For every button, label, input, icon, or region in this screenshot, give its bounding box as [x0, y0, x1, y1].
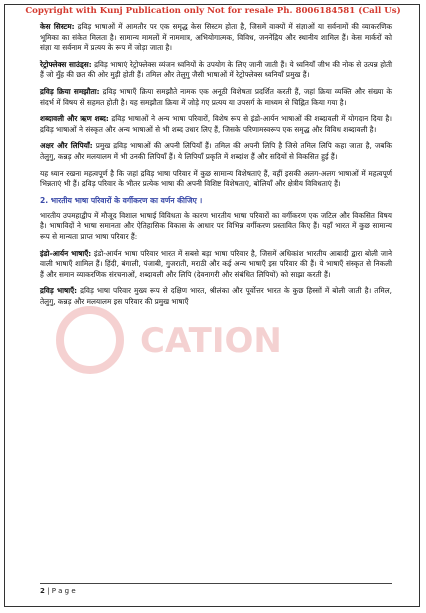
- paragraph-vocabulary: [40, 114, 392, 135]
- term-label: अक्षर और लिपियाँ:: [40, 141, 93, 151]
- term-label: रेट्रोफ्लेक्स साउंड्स:: [40, 59, 92, 69]
- page-content: [40, 22, 392, 313]
- paragraph-case-system: [40, 22, 392, 54]
- paragraph-verb-agreement: [40, 87, 392, 108]
- paragraph-note: [40, 169, 392, 190]
- copyright-header: Copyright with Kunj Publication only Not for resale Ph. 8006184581 (Call Us): [25, 6, 401, 16]
- paragraph-text: इंडो-आर्यन भाषा परिवार भारत में सबसे बड़ा भाषा परिवार है, जिसमें अधिकांश भारतीय आबादी द्वारा बोली जाने वाली भाषाएँ शामिल हैं। हिंदी, बंगाली, पंजाबी, गुजराती, मराठी और कई अन्य भाषाएँ इस परिवार की हैं। ये भाषाएँ संस्कृत से निकली हैं और समान व्याकरणिक संरचनाओं, शब्दावली और लिपि (देवनागरी और संबंधित लिपियों) को साझा करती हैं।: [40, 248, 393, 279]
- term-label: शब्दावली और ऋण शब्द:: [40, 114, 109, 124]
- paragraph-text: भारतीय उपमहाद्वीप में मौजूद विशाल भाषाई विविधता के कारण भारतीय भाषा परिवारों का वर्गीकरण एक जटिल और विकसित विषय है। भाषाविदों ने भाषा समानता और ऐतिहासिक विकास के आधार पर विभिन्न वर्गीकरण प्रस्तावित किए हैं। यहाँ भारत में कुछ सामान्य रूप से मान्यता प्राप्त भाषा परिवार हैं:: [40, 210, 392, 241]
- paragraph-text: द्रविड़ भाषाओं में आमतौर पर एक समृद्ध केस सिस्टम होता है, जिसमें वाक्यों में संज्ञाओं या सर्वनामों की व्याकरणिक भूमिका का संकेत मिलता है। सामान्य मामलों में नाममात्र, अभियोगात्मक, विविध, जननेंद्रिय और स्थानीय शामिल हैं। केस मार्करों को संज्ञा या सर्वनाम में प्रत्यय के रूप में जोड़ा जाता है।: [40, 22, 393, 53]
- paragraph-dravidian: [40, 286, 392, 307]
- paragraph-text: द्रविड़ भाषाएं रेट्रोफ्लेक्स व्यंजन ध्वनियों के उपयोग के लिए जानी जाती हैं। ये ध्वनियाँ जीभ की नोक से उत्पन्न होती हैं जो मुँह की छत की ओर मुड़ी होती हैं। तमिल और तेलुगु जैसी भाषाओं में रेट्रोफ्लेक्स ध्वनियाँ प्रमुख हैं।: [40, 59, 393, 80]
- term-label: केस सिस्टम:: [40, 22, 75, 31]
- paragraph-text: यह ध्यान रखना महत्वपूर्ण है कि जहां द्रविड़ भाषा परिवार में कुछ सामान्य विशेषताएं हैं, वहीं इसकी अलग-अलग भाषाओं में महत्वपूर्ण भिन्नताएं भी हैं। द्रविड़ परिवार के भीतर प्रत्येक भाषा की अपनी विशिष्ट विशेषताएं, बोलियाँ और क्षेत्रीय विविधताएं हैं।: [40, 168, 392, 189]
- paragraph-text: द्रविड़ भाषाओं ने अन्य भाषा परिवारों, विशेष रूप से इंडो-आर्यन भाषाओं की शब्दावली में योगदान दिया है। द्रविड़ भाषाओं ने संस्कृत और अन्य भाषाओं से भी शब्द उधार लिए हैं, जिसके परिणामस्वरूप एक समृद्ध और विविध शब्दावली है।: [40, 114, 392, 134]
- page-label: P a g e: [51, 587, 76, 595]
- footer-separator: |: [47, 587, 50, 595]
- paragraph-scripts: [40, 141, 392, 162]
- question-heading: 2. भारतीय भाषा परिवारों के वर्गीकरण का वर्णन कीजिए ।: [40, 195, 203, 205]
- paragraph-indo-aryan: [40, 249, 392, 281]
- term-label: द्रविड़ क्रिया समझौता:: [40, 86, 100, 96]
- page-number: 2: [40, 587, 45, 595]
- paragraph-text: प्रमुख द्रविड़ भाषाओं की अपनी लिपियाँ हैं। तमिल की अपनी लिपि है जिसे तमिल लिपि कहा जाता है, जबकि तेलुगु, कन्नड़ और मलयालम में भी उनकी लिपियाँ हैं। ये लिपियाँ प्रकृति में शब्दांश हैं और सदियों से विकसित हुई हैं।: [40, 141, 392, 161]
- paragraph-text: द्रविड़ भाषा परिवार मुख्य रूप से दक्षिण भारत, श्रीलंका और पूर्वोत्तर भारत के कुछ हिस्सों में बोली जाती है। तमिल, तेलुगु, कन्नड़ और मलयालम इस परिवार की प्रमुख भाषाएँ: [40, 286, 392, 306]
- paragraph-intro: [40, 211, 392, 243]
- svg-text:CATION: CATION: [140, 321, 282, 361]
- paragraph-retroflex: [40, 60, 392, 81]
- page-footer: [40, 583, 392, 595]
- term-label: द्रविड़ भाषाएँ:: [40, 286, 78, 296]
- paragraph-text: द्रविड़ भाषाएँ क्रिया समझौते नामक एक अनूठी विशेषता प्रदर्शित करती हैं, जहां क्रिया व्यक्ति और संख्या के संदर्भ में विषय से सहमत होती है। यह समझौता क्रिया में जोड़े गए प्रत्यय या उपसर्ग के माध्यम से चिह्नित किया गया है।: [40, 86, 393, 107]
- term-label: इंडो-आर्यन भाषाएँ:: [40, 248, 92, 258]
